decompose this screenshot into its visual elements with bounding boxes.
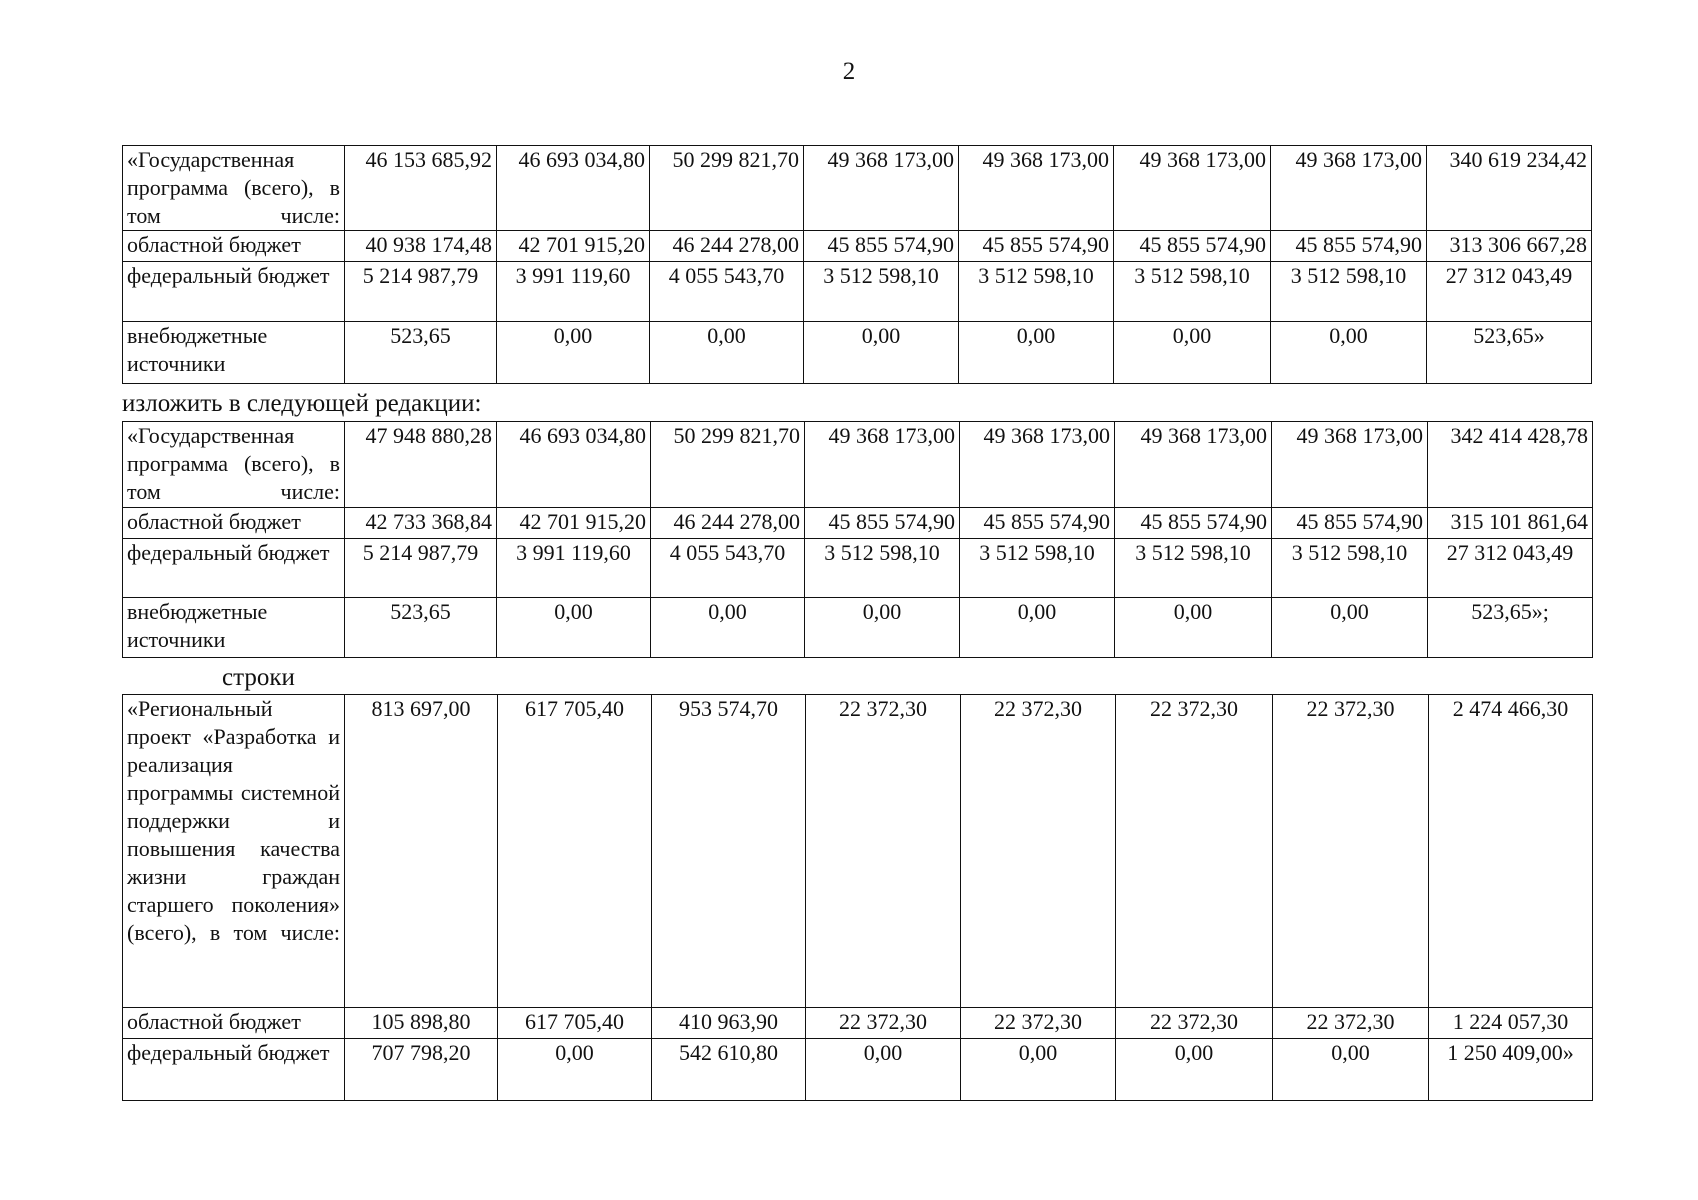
value-cell: 22 372,30 [961, 695, 1116, 1008]
table-row [123, 262, 1592, 322]
row-label: «Государственная программа (всего), в том числе: [123, 422, 345, 508]
value-cell: 22 372,30 [806, 695, 961, 1008]
value-cell: 46 153 685,92 [345, 146, 497, 231]
table-row [123, 146, 1592, 231]
value-cell: 22 372,30 [1273, 1008, 1429, 1039]
row-label: федеральный бюджет [123, 262, 345, 322]
total-cell: 315 101 861,64 [1428, 508, 1593, 539]
budget-table-new [122, 421, 1593, 658]
total-cell: 27 312 043,49 [1428, 539, 1593, 598]
value-cell: 3 512 598,10 [804, 262, 959, 322]
value-cell: 46 693 034,80 [497, 422, 651, 508]
table-row [123, 422, 1593, 508]
value-cell: 0,00 [1272, 598, 1428, 658]
value-cell: 3 512 598,10 [1115, 539, 1272, 598]
value-cell: 410 963,90 [652, 1008, 806, 1039]
table-row [123, 231, 1592, 262]
value-cell: 3 512 598,10 [1114, 262, 1271, 322]
value-cell: 49 368 173,00 [805, 422, 960, 508]
row-label: областной бюджет [123, 231, 345, 262]
value-cell: 45 855 574,90 [1272, 508, 1428, 539]
value-cell: 0,00 [805, 598, 960, 658]
value-cell: 22 372,30 [806, 1008, 961, 1039]
value-cell: 42 701 915,20 [497, 508, 651, 539]
value-cell: 0,00 [1115, 598, 1272, 658]
value-cell: 813 697,00 [345, 695, 498, 1008]
value-cell: 3 991 119,60 [497, 262, 650, 322]
value-cell: 42 733 368,84 [345, 508, 497, 539]
value-cell: 0,00 [1114, 322, 1271, 384]
value-cell: 0,00 [651, 598, 805, 658]
value-cell: 0,00 [497, 322, 650, 384]
value-cell: 5 214 987,79 [345, 262, 497, 322]
total-cell: 523,65» [1427, 322, 1592, 384]
total-cell: 523,65»; [1428, 598, 1593, 658]
value-cell: 22 372,30 [1273, 695, 1429, 1008]
value-cell: 5 214 987,79 [345, 539, 497, 598]
value-cell: 22 372,30 [1116, 695, 1273, 1008]
value-cell: 105 898,80 [345, 1008, 498, 1039]
total-cell: 1 224 057,30 [1429, 1008, 1593, 1039]
value-cell: 49 368 173,00 [960, 422, 1115, 508]
value-cell: 0,00 [498, 1039, 652, 1101]
value-cell: 45 855 574,90 [960, 508, 1115, 539]
value-cell: 4 055 543,70 [650, 262, 804, 322]
value-cell: 3 512 598,10 [959, 262, 1114, 322]
value-cell: 50 299 821,70 [650, 146, 804, 231]
regional-project-table [122, 694, 1593, 1101]
value-cell: 0,00 [1116, 1039, 1273, 1101]
instruction-text: строки [222, 664, 295, 691]
value-cell: 45 855 574,90 [1114, 231, 1271, 262]
value-cell: 49 368 173,00 [1272, 422, 1428, 508]
value-cell: 0,00 [650, 322, 804, 384]
total-cell: 27 312 043,49 [1427, 262, 1592, 322]
table-row [123, 508, 1593, 539]
value-cell: 0,00 [960, 598, 1115, 658]
value-cell: 3 512 598,10 [805, 539, 960, 598]
value-cell: 617 705,40 [498, 1008, 652, 1039]
value-cell: 22 372,30 [1116, 1008, 1273, 1039]
value-cell: 0,00 [959, 322, 1114, 384]
value-cell: 4 055 543,70 [651, 539, 805, 598]
row-label: областной бюджет [123, 1008, 345, 1039]
value-cell: 49 368 173,00 [804, 146, 959, 231]
value-cell: 3 991 119,60 [497, 539, 651, 598]
value-cell: 45 855 574,90 [1115, 508, 1272, 539]
value-cell: 0,00 [804, 322, 959, 384]
value-cell: 523,65 [345, 322, 497, 384]
value-cell: 0,00 [961, 1039, 1116, 1101]
value-cell: 45 855 574,90 [804, 231, 959, 262]
value-cell: 0,00 [806, 1039, 961, 1101]
budget-table-old [122, 145, 1592, 384]
value-cell: 49 368 173,00 [1115, 422, 1272, 508]
value-cell: 50 299 821,70 [651, 422, 805, 508]
table-row [123, 1008, 1593, 1039]
value-cell: 45 855 574,90 [959, 231, 1114, 262]
value-cell: 49 368 173,00 [959, 146, 1114, 231]
table-row [123, 1039, 1593, 1101]
row-label: внебюджетные источники [123, 322, 345, 384]
value-cell: 953 574,70 [652, 695, 806, 1008]
total-cell: 2 474 466,30 [1429, 695, 1593, 1008]
table-row [123, 539, 1593, 598]
value-cell: 707 798,20 [345, 1039, 498, 1101]
value-cell: 542 610,80 [652, 1039, 806, 1101]
value-cell: 617 705,40 [498, 695, 652, 1008]
value-cell: 46 244 278,00 [650, 231, 804, 262]
total-cell: 340 619 234,42 [1427, 146, 1592, 231]
value-cell: 22 372,30 [961, 1008, 1116, 1039]
value-cell: 42 701 915,20 [497, 231, 650, 262]
instruction-text: изложить в следующей редакции: [122, 390, 482, 417]
table-row [123, 695, 1593, 1008]
row-label: федеральный бюджет [123, 539, 345, 598]
value-cell: 523,65 [345, 598, 497, 658]
value-cell: 0,00 [1271, 322, 1427, 384]
row-label: «Региональный проект «Разработка и реализация программы системной поддержки и повышения качества жизни граждан старшего поколения» (всего), в том числе: [123, 695, 345, 1008]
value-cell: 3 512 598,10 [1271, 262, 1427, 322]
page-number: 2 [842, 58, 856, 85]
value-cell: 0,00 [497, 598, 651, 658]
value-cell: 45 855 574,90 [1271, 231, 1427, 262]
value-cell: 3 512 598,10 [1272, 539, 1428, 598]
value-cell: 49 368 173,00 [1271, 146, 1427, 231]
value-cell: 46 693 034,80 [497, 146, 650, 231]
table-row [123, 598, 1593, 658]
total-cell: 313 306 667,28 [1427, 231, 1592, 262]
value-cell: 46 244 278,00 [651, 508, 805, 539]
row-label: областной бюджет [123, 508, 345, 539]
row-label: «Государственная программа (всего), в том числе: [123, 146, 345, 231]
row-label: внебюджетные источники [123, 598, 345, 658]
table-row [123, 322, 1592, 384]
total-cell: 1 250 409,00» [1429, 1039, 1593, 1101]
value-cell: 47 948 880,28 [345, 422, 497, 508]
value-cell: 40 938 174,48 [345, 231, 497, 262]
value-cell: 0,00 [1273, 1039, 1429, 1101]
total-cell: 342 414 428,78 [1428, 422, 1593, 508]
value-cell: 45 855 574,90 [805, 508, 960, 539]
row-label: федеральный бюджет [123, 1039, 345, 1101]
value-cell: 49 368 173,00 [1114, 146, 1271, 231]
value-cell: 3 512 598,10 [960, 539, 1115, 598]
